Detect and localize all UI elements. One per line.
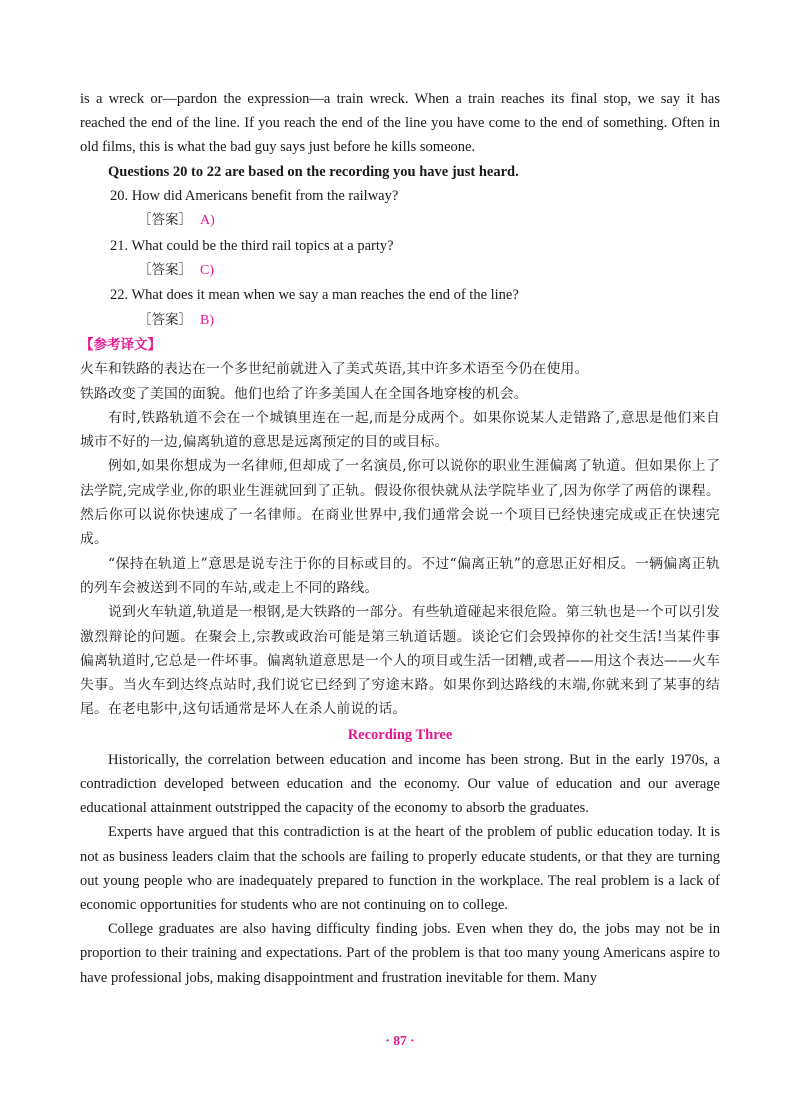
question-21: 21. What could be the third rail topics at a party?: [110, 237, 394, 254]
intro-paragraph: is a wreck or—pardon the expression—a train wreck. When a train reaches its final stop, we say it has reached the end of the line. If you reach the end of the line you have come to the end of something. Often in old films, this is what the bad guy says just before he kills someone.: [80, 91, 720, 156]
translation-paragraph: “保持在轨道上”意思是说专注于你的目标或目的。不过“偏离正轨”的意思正好相反。一辆偏离正轨的列车会被送到不同的车站,或走上不同的路线。: [80, 555, 720, 596]
translation-paragraph: 火车和铁路的表达在一个多世纪前就进入了美式英语,其中许多术语至今仍在使用。: [80, 361, 589, 378]
answer-value: C): [200, 263, 214, 279]
answer-value: B): [200, 312, 214, 328]
question-list: [80, 184, 720, 333]
answer-label: ［答案］: [138, 311, 192, 328]
translation-paragraph: 铁路改变了美国的面貌。他们也给了许多美国人在全国各地穿梭的机会。: [80, 385, 528, 402]
page-number: · 87 ·: [385, 1033, 415, 1048]
translation-paragraph: 例如,如果你想成为一名律师,但却成了一名演员,你可以说你的职业生涯偏离了轨道。但如果你上了法学院,完成学业,你的职业生涯就回到了正轨。假设你很快就从法学院毕业了,因为你学了两倍的课程。然后你可以说你快速成了一名律师。在商业世界中,我们通常会说一个项目已经快速完成或正在快速完成。: [80, 458, 720, 548]
section-title: Recording Three: [347, 726, 453, 743]
answer-label: ［答案］: [138, 262, 192, 279]
translation-paragraph: 说到火车轨道,轨道是一根钢,是大铁路的一部分。有些轨道碰起来很危险。第三轨也是一个可以引发激烈辩论的问题。在聚会上,宗教或政治可能是第三轨道话题。谈论它们会毁掉你的社交生活!当某件事偏离轨道时,它总是一件坏事。偏离轨道意思是一个人的项目或生活一团糟,或者——用这个表达——火车失事。当火车到达终点站时,我们说它已经到了穷途末路。如果你到达路线的末端,你就来到了某事的结尾。在老电影中,这句话通常是坏人在杀人前说的话。: [80, 604, 720, 718]
questions-heading: Questions 20 to 22 are based on the recording you have just heard.: [108, 163, 519, 180]
translation-paragraph: 有时,铁路轨道不会在一个城镇里连在一起,而是分成两个。如果你说某人走错路了,意思是他们来自城市不好的一边,偏离轨道的意思是远离预定的目的或目标。: [80, 409, 720, 451]
translation-section: [80, 357, 720, 721]
question-22: 22. What does it mean when we say a man reaches the end of the line?: [110, 287, 519, 304]
question-20: 20. How did Americans benefit from the railway?: [110, 187, 399, 204]
translation-heading: 【参考译文】: [80, 337, 161, 354]
answer-22: [80, 308, 720, 333]
recording-paragraph: Experts have argued that this contradiction is at the heart of the problem of public education today. It is not as business leaders claim that the schools are failing to properly educate students, or that they are turning out young people who are inadequately prepared to function in the workplace. The real problem is a lack of economic opportunities for students who are not continuing on to college.: [80, 824, 720, 913]
recording-paragraph: Historically, the correlation between education and income has been strong. But in the early 1970s, a contradiction developed between education and the economy. Our value of education and our average educational attainment outstripped the capacity of the economy to absorb the graduates.: [80, 751, 720, 817]
recording-section: [80, 748, 720, 990]
answer-label: ［答案］: [138, 212, 192, 229]
answer-20: [80, 208, 720, 233]
answer-21: [80, 258, 720, 283]
recording-paragraph: College graduates are also having difficulty finding jobs. Even when they do, the jobs may not be in proportion to their training and expectations. Part of the problem is that too many young Americans aspire to have professional jobs, making disappointment and frustration inevitable for them. Many: [80, 921, 720, 986]
answer-value: A): [200, 213, 215, 229]
page-content: [80, 87, 720, 990]
